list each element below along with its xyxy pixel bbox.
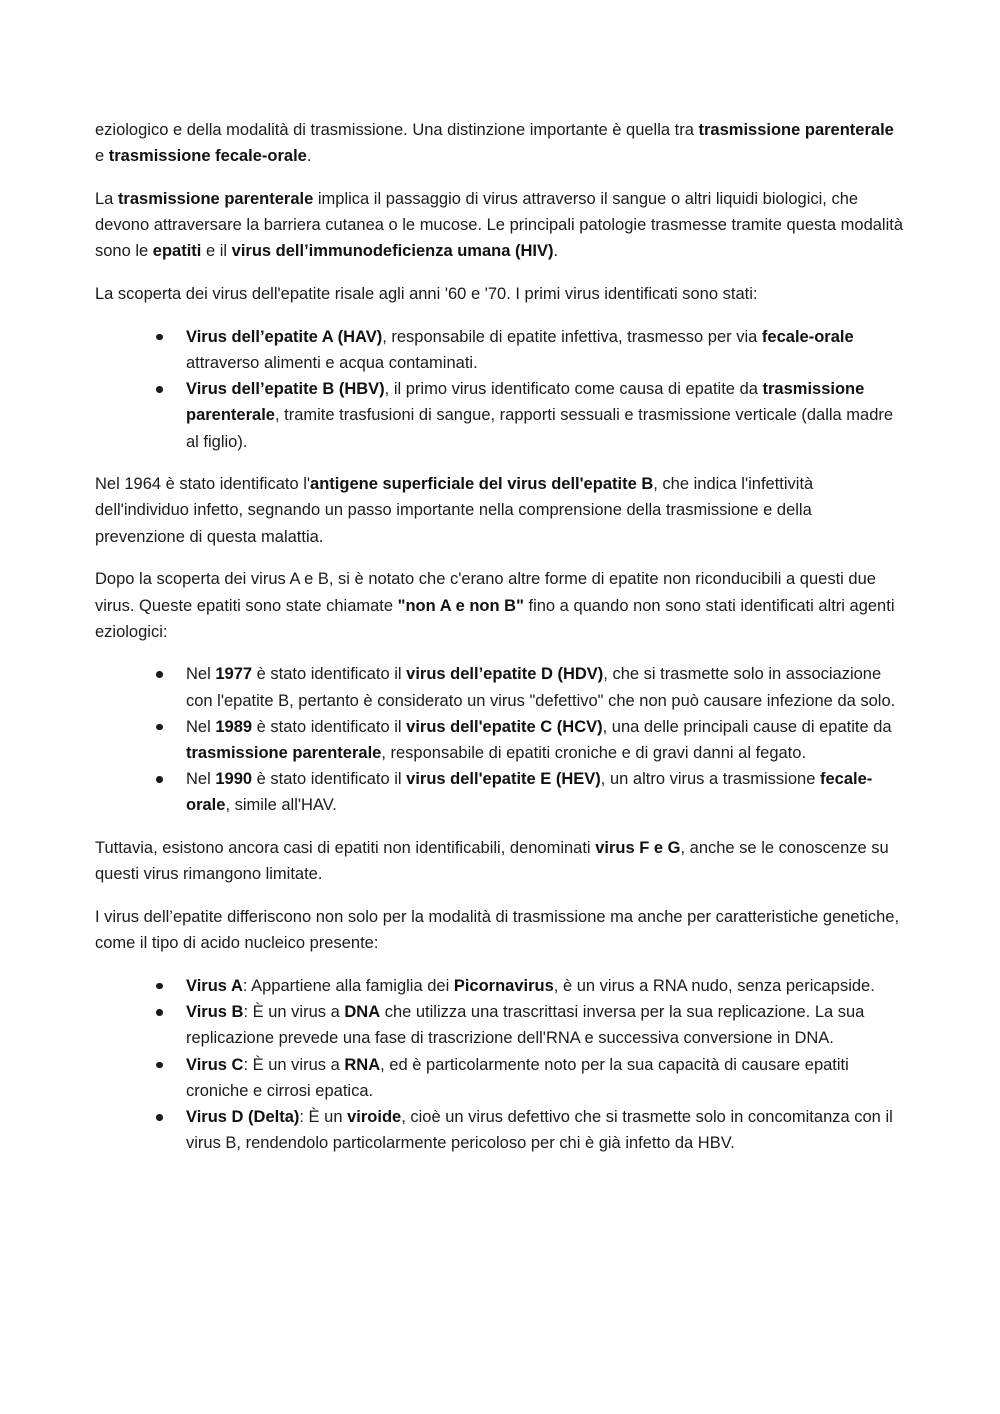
text-run: e il [201,242,232,261]
text-run: , un altro virus a trasmissione [600,770,820,789]
text-run: I virus dell’epatite differiscono non solo per la modalità di trasmissione ma anche per caratteristiche genetiche, come il tipo di acido nucleico presente: [95,908,900,953]
text-run: che utilizza una trascrittasi inversa per la sua replicazione. La sua replicazione prevede una fase di trascrizione dell'RNA e successiva conversione in DNA. [186,1003,865,1048]
text-run: , anche se le conoscenze su questi virus rimangono limitate. [95,839,889,884]
bold-text: epatiti [152,242,202,261]
document-page [95,117,905,1173]
bold-text: Virus dell’epatite A (HAV) [186,327,383,346]
bullet-list [95,324,905,455]
text-run: è stato identificato il [252,665,407,684]
bold-text: Virus dell’epatite B (HBV) [186,380,385,399]
bold-text: antigene superficiale del virus dell'epatite B [310,475,654,494]
paragraph [95,566,905,645]
text-run: , che si trasmette solo in associazione con l'epatite B, pertanto è considerato un virus "defettivo" che non può causare infezione da solo. [186,665,896,710]
bold-text: virus dell'epatite E (HEV) [406,770,601,789]
list-item [186,324,905,376]
bold-text: Virus B [186,1003,244,1022]
list-item [186,766,905,818]
paragraph [95,835,905,887]
text-run: , responsabile di epatite infettiva, trasmesso per via [382,327,762,346]
text-run: , il primo virus identificato come causa di epatite da [384,380,763,399]
paragraph [95,471,905,550]
bold-text: trasmissione parenterale [186,744,382,763]
bullet-list [95,973,905,1156]
text-run: Nel 1964 è stato identificato l' [95,475,311,494]
text-run: attraverso alimenti e acqua contaminati. [186,353,478,372]
text-run: . [553,242,559,261]
text-run: La [95,189,118,208]
list-item [186,1052,905,1104]
bold-text: trasmissione fecale-orale [108,147,307,166]
bold-text: virus F e G [595,839,681,858]
bold-text: 1977 [215,665,253,684]
list-item [186,661,905,713]
bold-text: Virus D (Delta) [186,1108,300,1126]
bold-text: Picornavirus [453,976,554,995]
text-run: implica il passaggio di virus attraverso il sangue o altri liquidi biologici, che devono attraversare la barriera cutanea o le mucose. Le principali patologie trasmesse tramite questa modalità sono le [95,189,904,261]
list-item [186,999,905,1051]
text-run: Nel [186,717,216,736]
paragraph [95,186,905,265]
text-run: , ed è particolarmente noto per la sua capacità di causare epatiti croniche e cirrosi epatica. [186,1055,849,1100]
text-run: Tuttavia, esistono ancora casi di epatiti non identificabili, denominati [95,839,596,858]
text-run: : Appartiene alla famiglia dei [242,976,454,995]
text-run: , che indica l'infettività dell'individuo infetto, segnando un passo importante nella comprensione della trasmissione e della prevenzione di questa malattia. [95,475,814,546]
bold-text: trasmissione parenterale [186,380,865,425]
text-run: : È un virus a [243,1055,345,1074]
text-run: Nel [186,770,216,789]
text-run: è stato identificato il [252,770,407,789]
text-run: è stato identificato il [252,717,407,736]
text-run: fino a quando non sono stati identificati altri agenti eziologici: [95,596,895,641]
list-item [186,1104,905,1156]
text-run: , cioè un virus defettivo che si trasmette solo in concomitanza con il virus B, rendendolo particolarmente pericoloso per chi è già infetto da HBV. [186,1108,893,1153]
bold-text: trasmissione parenterale [117,189,314,208]
bold-text: "non A e non B" [397,596,524,615]
bullet-list [95,661,905,818]
bold-text: virus dell’epatite D (HDV) [406,665,604,684]
text-run: e [95,147,109,166]
list-item [186,714,905,766]
paragraph [95,281,905,307]
paragraph [95,117,905,169]
text-run: Dopo la scoperta dei virus A e B, si è notato che c'erano altre forme di epatite non riconducibili a questi due virus. Queste epatiti sono state chiamate [95,570,876,615]
text-run: , una delle principali cause di epatite da [602,717,892,736]
text-run: , simile all'HAV. [225,796,337,815]
list-item [186,376,905,455]
bold-text: viroide [347,1108,402,1126]
text-run: : È un virus a [243,1003,345,1022]
bold-text: Virus A [186,976,243,995]
text-run: : È un [299,1108,348,1126]
bold-text: Virus C [186,1055,244,1074]
text-run: , tramite trasfusioni di sangue, rapporti sessuali e trasmissione verticale (dalla madre al figlio). [186,406,894,451]
paragraph [95,904,905,956]
bold-text: virus dell’immunodeficienza umana (HIV) [231,242,554,261]
bold-text: fecale-orale [761,327,854,346]
bold-text: DNA [344,1003,381,1022]
bold-text: fecale-orale [186,770,873,815]
text-run: La scoperta dei virus dell'epatite risale agli anni '60 e '70. I primi virus identificati sono stati: [95,285,758,304]
bold-text: trasmissione parenterale [698,121,894,139]
bold-text: virus dell'epatite C (HCV) [406,717,603,736]
bold-text: 1989 [215,717,253,736]
text-run: . [306,147,312,166]
bold-text: 1990 [215,770,253,789]
bold-text: RNA [344,1055,381,1074]
text-run: Nel [186,665,216,684]
text-run: eziologico e della modalità di trasmissione. Una distinzione importante è quella tra [95,121,699,139]
text-run: , è un virus a RNA nudo, senza pericapside. [553,976,875,995]
text-run: , responsabile di epatiti croniche e di gravi danni al fegato. [381,744,807,763]
list-item [186,973,905,999]
